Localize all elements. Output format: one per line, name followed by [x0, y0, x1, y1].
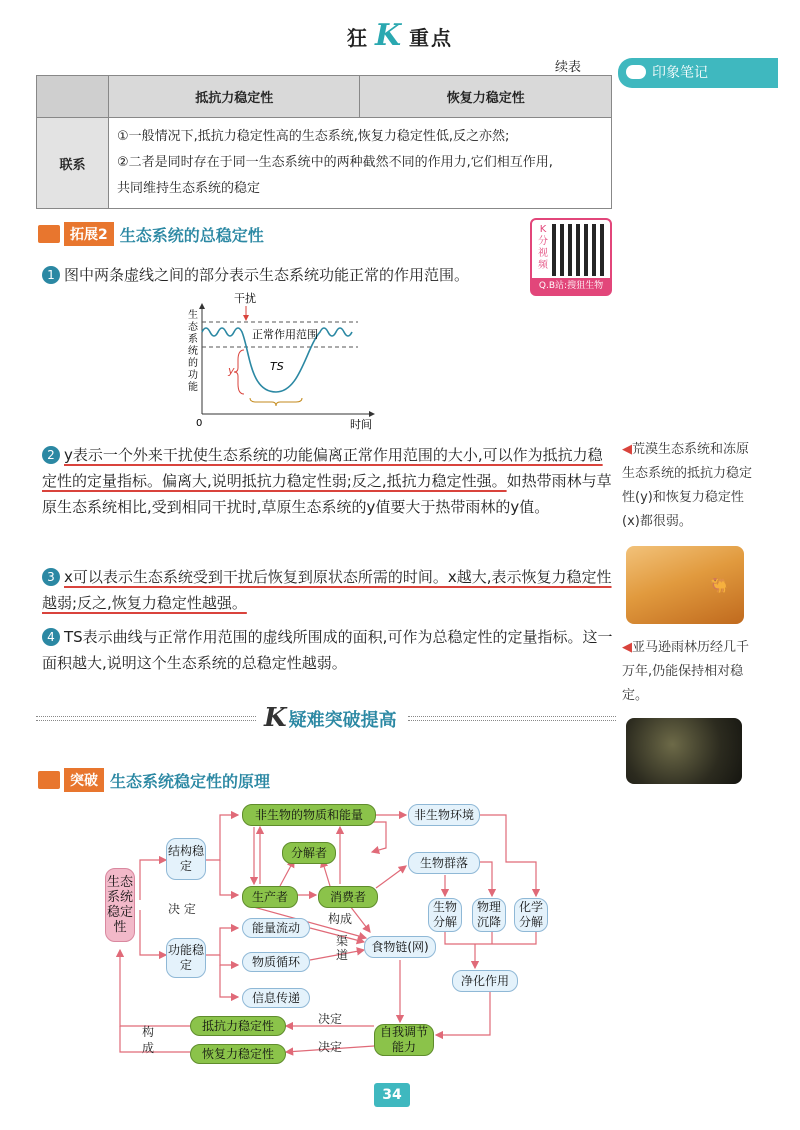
point-3-underlined: x可以表示生态系统受到干扰后恢复到原状态所需的时间。x越大,表示恢复力稳定性越弱;反之,恢复力稳定性越强。 [42, 568, 612, 612]
section-tag: 突破 [64, 768, 104, 792]
node-energy-flow: 能量流动 [242, 918, 310, 938]
node-decomposer: 分解者 [282, 842, 336, 864]
x-axis-label: 时间 [350, 418, 372, 430]
node-function-stable: 功能稳定 [166, 938, 206, 978]
book-icon [38, 225, 60, 243]
node-recovery-stability: 恢复力稳定性 [190, 1044, 286, 1064]
node-abiotic-env: 非生物环境 [408, 804, 480, 826]
point-2-text: 如热带雨林与草原生态系统相比,受到相同干扰时,草原生态系统的y值要大于热带雨林的y值。 [42, 472, 612, 516]
number-badge: 3 [42, 568, 60, 586]
table-line: ②二者是同时存在于同一生态系统中的两种截然不同的作用力,它们相互作用, [117, 155, 553, 170]
book-icon [38, 771, 60, 789]
table-row-body [109, 118, 612, 209]
y-label: y [228, 364, 235, 377]
table-corner [37, 76, 109, 118]
triangle-marker-icon: ◀ [622, 640, 632, 655]
section-heading [38, 768, 270, 792]
section-divider [36, 703, 616, 733]
continued-label: 续表 [555, 60, 582, 75]
node-community: 生物群落 [408, 852, 480, 874]
running-header [0, 18, 800, 53]
node-purification: 净化作用 [452, 970, 518, 992]
label-decide-1: 决定 [318, 1012, 343, 1026]
table-line: ①一般情况下,抵抗力稳定性高的生态系统,恢复力稳定性低,反之亦然; [117, 129, 510, 144]
point-1 [42, 262, 614, 288]
label-decide-vertical: 决 定 [168, 902, 196, 916]
svg-text:生: 生 [188, 310, 198, 321]
point-2 [42, 442, 614, 520]
comparison-table [36, 75, 612, 209]
ts-label: TS [270, 360, 284, 373]
side-note-text: 亚马逊雨林历经几千万年,仍能保持相对稳定。 [622, 640, 750, 703]
node-chemical-decomposition: 化学分解 [514, 898, 548, 932]
x-brace [250, 398, 302, 406]
header-k-logo: K [374, 18, 404, 53]
svg-text:系: 系 [188, 334, 198, 345]
section-title: 生态系统的总稳定性 [119, 225, 264, 245]
node-resistance-stability: 抵抗力稳定性 [190, 1016, 286, 1036]
point-4 [42, 624, 614, 676]
number-badge: 2 [42, 446, 60, 464]
table-row-head: 联系 [37, 118, 109, 209]
rainforest-photo [626, 718, 742, 784]
section-heading [38, 222, 264, 246]
table-col-resist: 抵抗力稳定性 [109, 76, 360, 118]
camel-icon: 🐫 [710, 578, 728, 594]
stability-figure [188, 292, 378, 430]
number-badge: 1 [42, 266, 60, 284]
node-consumer: 消费者 [318, 886, 378, 908]
qr-footer: Q.B站:搜狙生物 [532, 278, 610, 294]
node-structure-stable: 结构稳定 [166, 838, 206, 880]
svg-text:统: 统 [188, 346, 198, 357]
node-food-chain: 食物链(网) [364, 936, 436, 958]
table-col-recover: 恢复力稳定性 [360, 76, 612, 118]
number-badge: 4 [42, 628, 60, 646]
origin-label: 0 [196, 418, 203, 429]
label-compose-2: 构成 [142, 1025, 155, 1055]
point-4-text: TS表示曲线与正常作用范围的虚线所围成的面积,可作为总稳定性的定量指标。这一面积越大,说明这个生态系统的总稳定性越弱。 [42, 628, 613, 672]
section-title: 生态系统稳定性的原理 [110, 771, 271, 791]
node-matter-cycle: 物质循环 [242, 952, 310, 972]
divider-title: K 疑难突破提高 [264, 703, 397, 733]
point-2-underlined: y表示一个外来干扰使生态系统的功能偏离正常作用范围的大小,可以作为抵抗力稳定性的定量指标。偏离大,说明抵抗力稳定性弱;反之,抵抗力稳定性强。 [42, 446, 603, 490]
node-self-regulation: 自我调节能力 [374, 1024, 434, 1056]
point-1-text: 图中两条虚线之间的部分表示生态系统功能正常的作用范围。 [64, 266, 470, 284]
side-note-text: 荒漠生态系统和冻原生态系统的抵抗力稳定性(y)和恢复力稳定性(x)都很弱。 [622, 442, 753, 529]
side-note-amazon [622, 636, 752, 708]
y-brace [234, 350, 244, 394]
table-row [37, 118, 612, 209]
svg-text:态: 态 [188, 322, 198, 333]
svg-text:能: 能 [188, 382, 198, 393]
node-physical-settling: 物理沉降 [472, 898, 506, 932]
header-left: 狂 [346, 26, 369, 50]
label-decide-2: 决定 [318, 1040, 343, 1054]
side-tab [618, 58, 778, 88]
svg-text:的: 的 [188, 358, 198, 369]
normal-range-label: 正常作用范围 [252, 328, 318, 341]
side-tab-label: 印象笔记 [652, 65, 708, 81]
qr-side-text: K分视频 [538, 224, 548, 271]
table-line: 共同维持生态系统的稳定 [117, 181, 261, 196]
node-ecosystem-stability: 生态系统稳定性 [105, 868, 135, 942]
section-tag: 拓展2 [64, 222, 114, 246]
triangle-marker-icon: ◀ [622, 442, 632, 457]
y-axis-label [188, 308, 199, 393]
desert-photo [626, 546, 744, 624]
disturbance-label: 干扰 [234, 292, 256, 305]
table-header-row [37, 76, 612, 118]
side-note-desert [622, 438, 752, 534]
label-channel: 渠道 [336, 934, 349, 962]
page-number: 34 [374, 1083, 410, 1107]
point-3 [42, 564, 614, 616]
label-compose: 构成 [328, 912, 353, 926]
node-bio-decomposition: 生物分解 [428, 898, 462, 932]
node-info-transfer: 信息传递 [242, 988, 310, 1008]
node-abiotic-matter-energy: 非生物的物质和能量 [242, 804, 376, 826]
header-right: 重点 [409, 26, 454, 50]
elephant-icon [626, 65, 646, 79]
svg-text:功: 功 [188, 370, 198, 381]
node-producer: 生产者 [242, 886, 298, 908]
